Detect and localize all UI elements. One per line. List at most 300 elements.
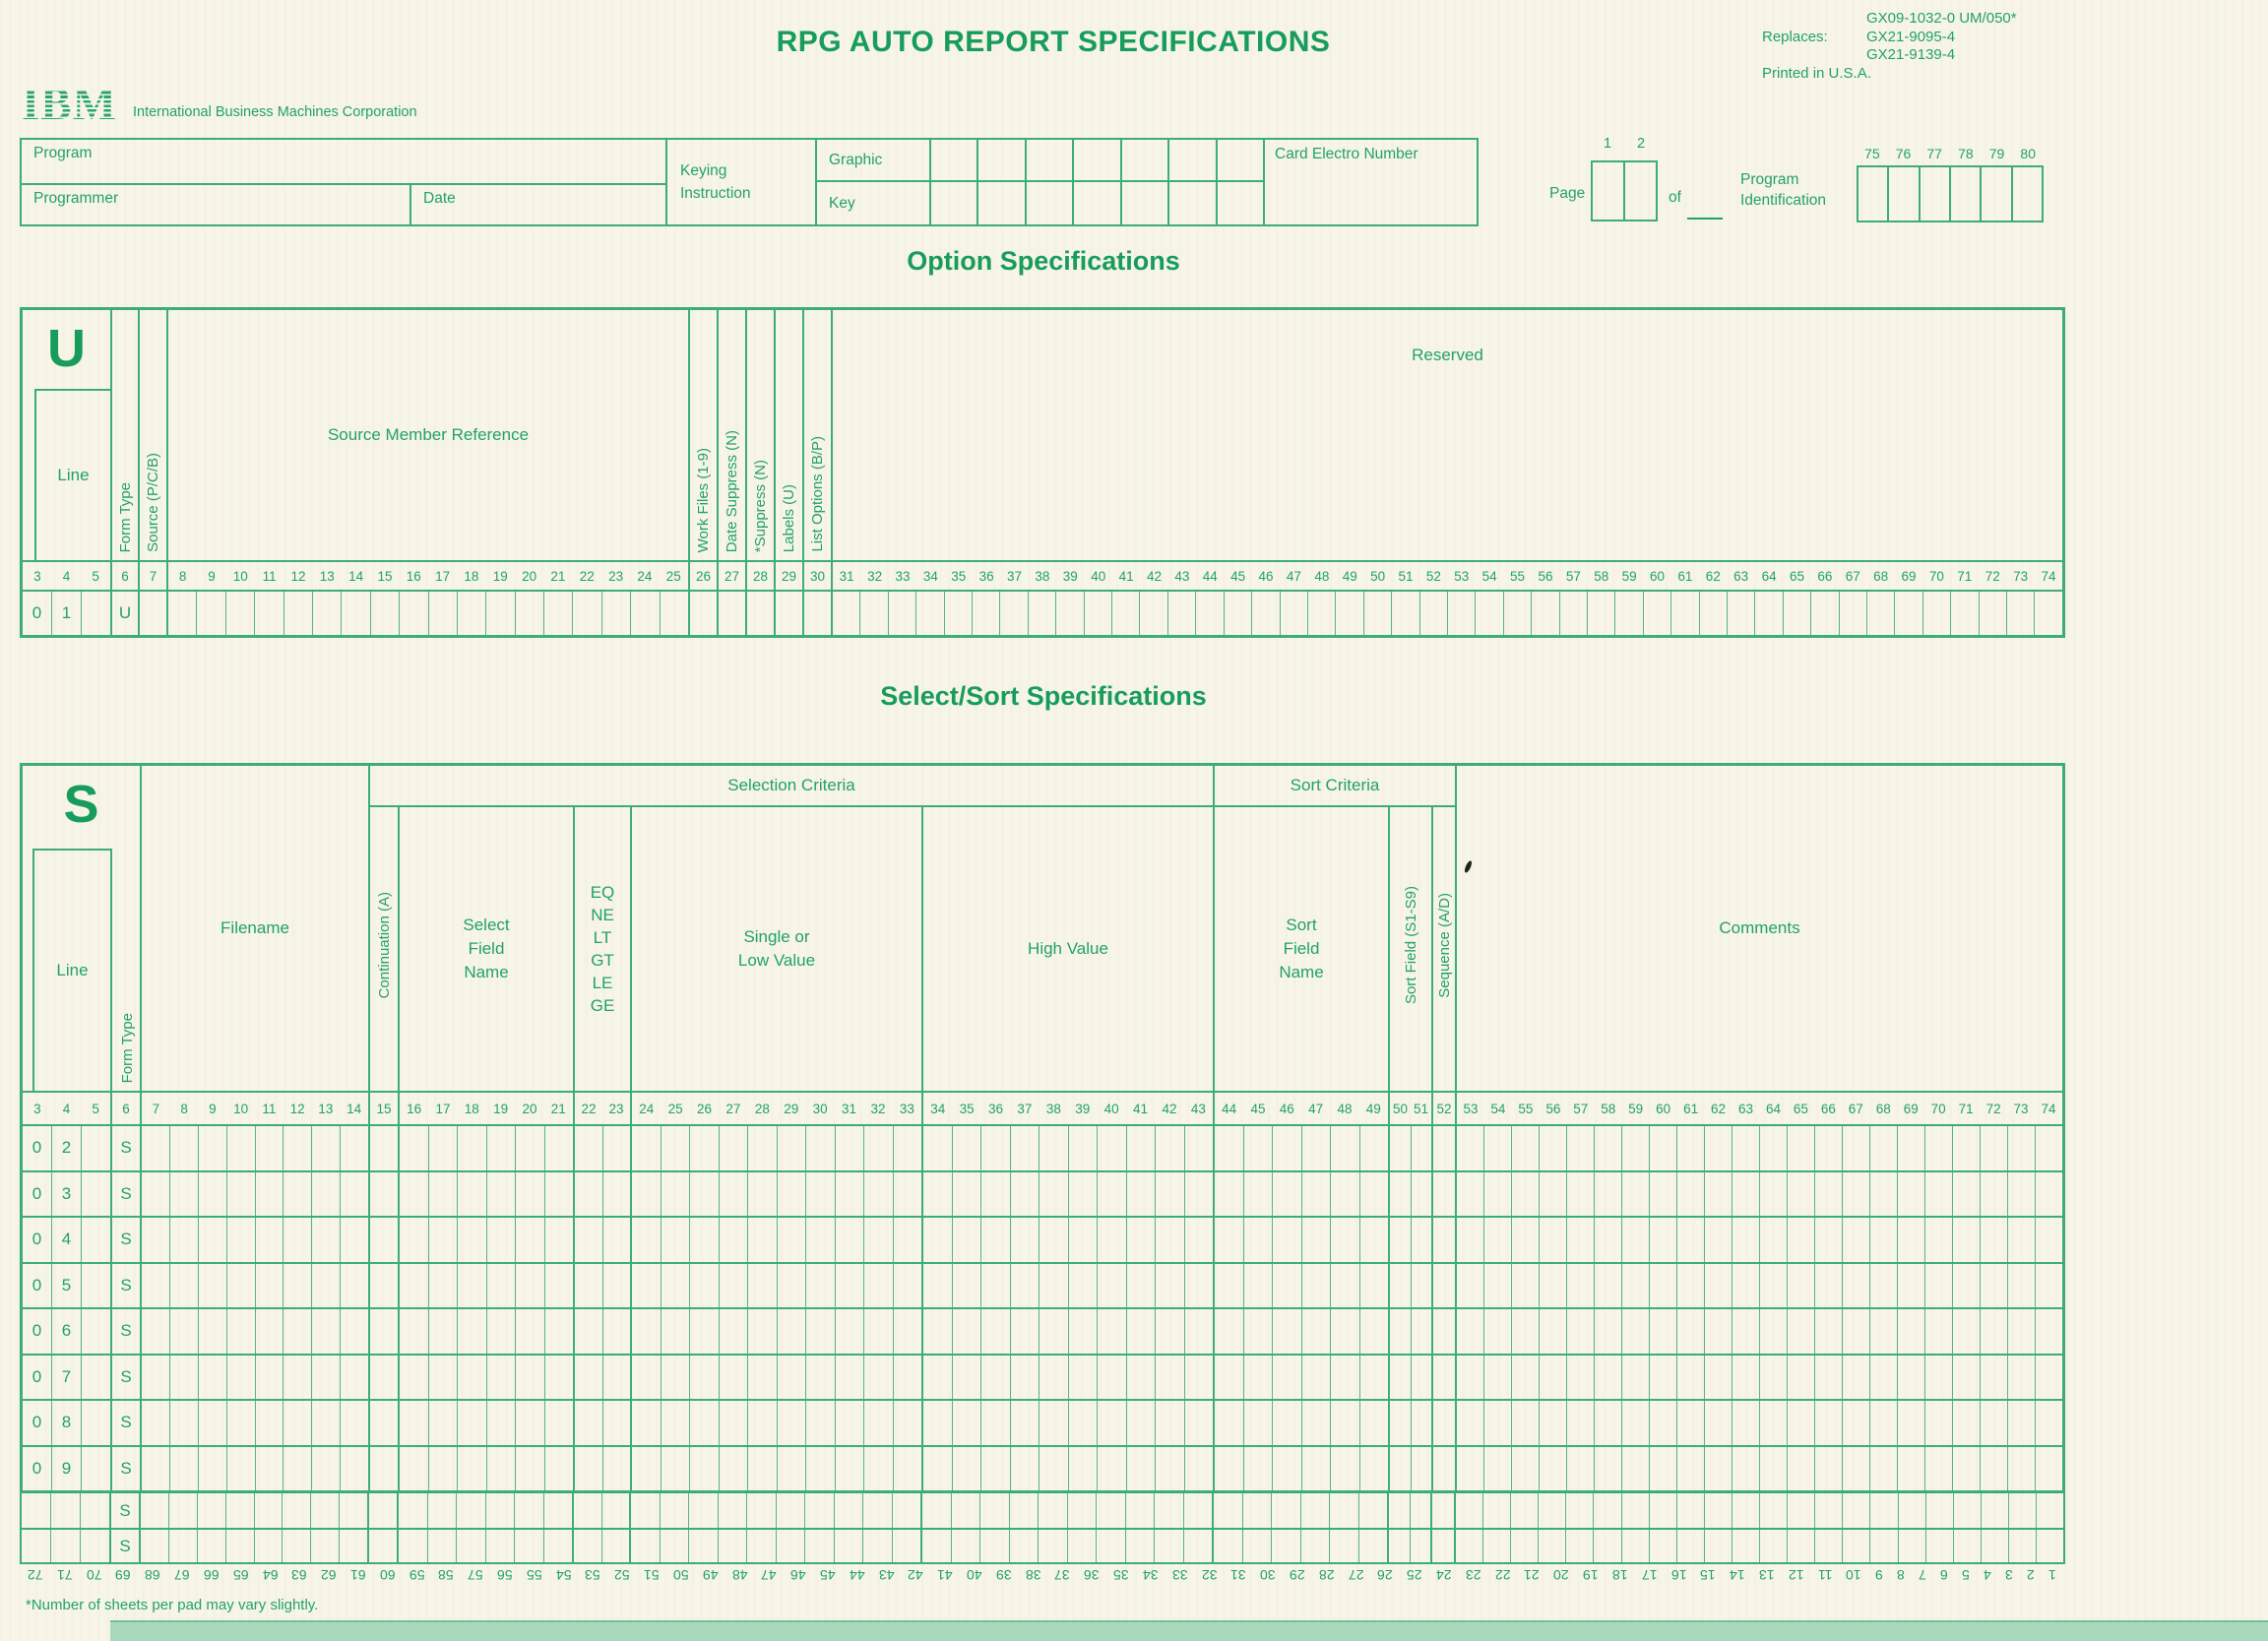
replaces-number-2: GX21-9139-4 — [1866, 46, 1956, 63]
grid-cell — [1419, 592, 1447, 635]
grid-cell — [1411, 1264, 1432, 1308]
grid-cell — [486, 1447, 516, 1491]
grid-cell — [1457, 1447, 1483, 1491]
grid-cell — [1389, 1530, 1410, 1562]
grid-cell — [427, 1530, 457, 1562]
grid-cell — [142, 1447, 169, 1491]
flipped-column-number: 49 — [702, 1567, 719, 1583]
grid-cell — [1842, 1264, 1869, 1308]
grid-cell — [747, 1356, 777, 1400]
flipped-column-number: 34 — [1142, 1567, 1159, 1583]
grid-cell — [226, 1218, 255, 1262]
grid-cell — [457, 1309, 486, 1354]
single-or-low-value-column: Single or Low Value — [630, 807, 921, 1091]
grid-cell — [719, 1309, 748, 1354]
grid-cell — [310, 1493, 339, 1528]
grid-cell — [805, 1264, 835, 1308]
grid-cell — [1787, 1356, 1814, 1400]
grid-cell — [1335, 592, 1362, 635]
flipped-column-number: 11 — [1817, 1567, 1833, 1583]
grid-cell — [255, 1172, 284, 1217]
grid-cell — [1359, 1264, 1389, 1308]
grid-cell — [689, 1218, 719, 1262]
grid-cell — [661, 1401, 690, 1445]
grid-cell — [1390, 1309, 1411, 1354]
flipped-column-number: 28 — [1318, 1567, 1335, 1583]
grid-cell — [1732, 1309, 1759, 1354]
grid-cell — [1126, 1218, 1156, 1262]
grid-cell — [1010, 1126, 1040, 1170]
grid-cell — [1950, 592, 1978, 635]
grid-cell — [1759, 1264, 1787, 1308]
form-type-letter-s: S — [63, 775, 99, 834]
grid-cell — [1924, 1356, 1952, 1400]
flipped-column-number: 26 — [1377, 1567, 1393, 1583]
grid-cell — [2008, 1493, 2036, 1528]
grid-cell — [1924, 1447, 1952, 1491]
grid-cell — [1676, 1530, 1704, 1562]
grid-cell — [1411, 1218, 1432, 1262]
grid-cell — [1924, 1218, 1952, 1262]
grid-cell — [1126, 1264, 1156, 1308]
grid-cell — [1126, 1172, 1156, 1217]
grid-cell — [952, 1126, 981, 1170]
grid-cell — [747, 1447, 777, 1491]
grid-cell — [1566, 1126, 1594, 1170]
grid-cell — [283, 1126, 311, 1170]
grid-cell — [544, 1447, 574, 1491]
grid-cell — [1457, 1218, 1483, 1262]
flipped-column-number: 50 — [672, 1567, 689, 1583]
grid-cell — [1649, 1264, 1676, 1308]
grid-cell — [777, 1356, 806, 1400]
grid-cell — [169, 1218, 198, 1262]
grid-cell — [1594, 1126, 1621, 1170]
grid-cell — [892, 1493, 921, 1528]
footnote: *Number of sheets per pad may vary slightly. — [26, 1597, 319, 1613]
grid-cell — [689, 1172, 719, 1217]
grid-cell — [311, 1126, 340, 1170]
flipped-column-number: 4 — [1984, 1567, 1992, 1583]
date-suppress-column: Date Suppress (N) 27 — [717, 310, 745, 635]
grid-cell — [1565, 1493, 1593, 1528]
select-row — [23, 1262, 2062, 1308]
flipped-column-number: 52 — [614, 1567, 630, 1583]
grid-cell — [1898, 1493, 1925, 1528]
column-number-row: 3 4 5 — [23, 560, 110, 590]
grid-cell — [1039, 1356, 1068, 1400]
grid-cell — [1952, 1447, 1980, 1491]
grid-cell — [1593, 1493, 1620, 1528]
form-type-value: S — [120, 1183, 132, 1203]
grid-cell — [341, 592, 369, 635]
programmer-label: Programmer — [22, 185, 411, 224]
grid-cell — [1433, 1172, 1455, 1217]
graphic-label: Graphic — [817, 140, 929, 182]
line-digit: 0 — [32, 1275, 42, 1294]
grid-cell — [1272, 1356, 1301, 1400]
grid-cell — [1869, 1264, 1897, 1308]
grid-cell — [631, 1493, 660, 1528]
grid-cell — [1483, 1172, 1511, 1217]
grid-cell — [1272, 1401, 1301, 1445]
grid-cell — [575, 1401, 602, 1445]
grid-cell — [1215, 1126, 1243, 1170]
grid-cell — [747, 592, 774, 635]
grid-cell — [1842, 1126, 1869, 1170]
grid-cell — [804, 1530, 834, 1562]
grid-cell — [1390, 1264, 1411, 1308]
grid-cell — [1155, 1356, 1184, 1400]
grid-cell — [1980, 1447, 2007, 1491]
grid-cell — [142, 1356, 169, 1400]
grid-cell — [1154, 1493, 1183, 1528]
grid-cell — [661, 1309, 690, 1354]
page-label: Page — [1549, 185, 1586, 202]
grid-cell — [457, 1356, 486, 1400]
grid-cell — [1898, 1530, 1925, 1562]
grid-cell — [226, 1309, 255, 1354]
flipped-column-number: 8 — [1897, 1567, 1905, 1583]
grid-cell — [225, 592, 254, 635]
grid-cell — [1814, 1126, 1842, 1170]
grid-cell — [1925, 1493, 1953, 1528]
grid-cell — [1411, 1401, 1432, 1445]
grid-cell — [1272, 1172, 1301, 1217]
form-number: GX09-1032-0 UM/050* — [1866, 10, 2017, 27]
grid-cell — [142, 1309, 169, 1354]
line-digit: 0 — [32, 603, 42, 622]
flipped-column-number: 30 — [1260, 1567, 1276, 1583]
grid-cell — [1301, 1447, 1331, 1491]
grid-cell — [255, 1126, 284, 1170]
grid-cell — [1010, 1218, 1040, 1262]
grid-cell — [1096, 1530, 1125, 1562]
grid-cell — [1814, 1172, 1842, 1217]
grid-cell — [515, 592, 543, 635]
grid-cell — [428, 592, 457, 635]
line-digit: 5 — [51, 1264, 81, 1308]
grid-cell — [1897, 1172, 1924, 1217]
grid-cell — [1981, 1530, 2008, 1562]
form-type-value: S — [120, 1458, 132, 1478]
flipped-column-number: 48 — [731, 1567, 748, 1583]
form-type-value: S — [120, 1275, 132, 1294]
grid-cell — [1359, 1172, 1389, 1217]
grid-cell — [283, 1447, 311, 1491]
grid-cell — [1732, 1218, 1759, 1262]
grid-cell — [457, 1172, 486, 1217]
grid-cell — [254, 592, 283, 635]
grid-cell — [1028, 592, 1055, 635]
grid-cell — [544, 1401, 574, 1445]
grid-cell — [602, 1447, 631, 1491]
grid-cell — [572, 592, 600, 635]
flipped-column-number: 22 — [1494, 1567, 1511, 1583]
grid-cell — [1922, 592, 1950, 635]
grid-cell — [370, 1218, 398, 1262]
page-boxes — [1591, 160, 1658, 221]
grid-cell — [1676, 1401, 1704, 1445]
page-column-numbers: 1 2 — [1603, 136, 1646, 152]
grid-cell — [630, 592, 659, 635]
flipped-column-number: 20 — [1553, 1567, 1569, 1583]
grid-cell — [776, 592, 802, 635]
grid-cell — [515, 1218, 544, 1262]
grid-cell — [168, 1530, 197, 1562]
of-label: of — [1669, 189, 1681, 206]
grid-cell — [1559, 592, 1587, 635]
grid-cell — [225, 1493, 254, 1528]
grid-cell — [1125, 1530, 1155, 1562]
grid-cell — [1390, 1356, 1411, 1400]
grid-cell — [1330, 1218, 1359, 1262]
grid-cell — [544, 1264, 574, 1308]
grid-cell — [2007, 1218, 2035, 1262]
grid-cell — [661, 1447, 690, 1491]
flipped-column-number: 58 — [438, 1567, 454, 1583]
grid-cell — [1272, 1126, 1301, 1170]
grid-cell — [1329, 1493, 1358, 1528]
grid-cell — [777, 1447, 806, 1491]
grid-cell — [1155, 1309, 1184, 1354]
grid-cell — [863, 1356, 893, 1400]
program-label: Program — [33, 145, 93, 161]
sort-criteria-label: Sort Criteria — [1213, 766, 1455, 807]
grid-cell — [1670, 592, 1698, 635]
flipped-column-number: 12 — [1788, 1567, 1804, 1583]
flipped-column-number: 59 — [409, 1567, 425, 1583]
grid-cell — [893, 1218, 922, 1262]
select-form-type-column: Form Type — [118, 1012, 136, 1083]
grid-cell — [340, 1309, 368, 1354]
grid-cell — [804, 1493, 834, 1528]
grid-cell — [1924, 1172, 1952, 1217]
grid-cell — [428, 1401, 458, 1445]
grid-cell — [1621, 1447, 1649, 1491]
grid-cell — [1456, 1530, 1482, 1562]
grid-cell — [805, 1447, 835, 1491]
grid-cell — [1704, 1493, 1732, 1528]
grid-cell — [2035, 1218, 2062, 1262]
line-digit: 7 — [51, 1356, 81, 1400]
program-identification-numbers — [1857, 146, 2044, 161]
grid-cell — [951, 1530, 980, 1562]
grid-cell — [2035, 1126, 2062, 1170]
grid-cell — [1358, 1493, 1388, 1528]
form-type-value: S — [119, 1536, 131, 1555]
line-digit: 8 — [51, 1401, 81, 1445]
grid-cell — [1814, 1447, 1842, 1491]
line-digit: 1 — [51, 592, 81, 635]
grid-cell — [1858, 167, 1887, 221]
grid-cell — [2007, 1447, 2035, 1491]
keying-instruction-box: Keying Instruction — [667, 140, 817, 224]
grid-cell — [1330, 1356, 1359, 1400]
grid-cell — [1842, 1309, 1869, 1354]
flipped-column-number: 55 — [526, 1567, 542, 1583]
grid-cell — [1814, 1493, 1842, 1528]
grid-cell — [1676, 1172, 1704, 1217]
grid-cell — [688, 1530, 718, 1562]
grid-cell — [370, 1309, 398, 1354]
grid-cell — [1195, 592, 1223, 635]
grid-cell — [863, 1126, 893, 1170]
grid-cell — [1732, 1493, 1759, 1528]
grid-cell — [255, 1218, 284, 1262]
grid-cell — [1410, 1530, 1431, 1562]
line-digit: 0 — [32, 1138, 42, 1158]
flipped-column-number: 29 — [1289, 1567, 1305, 1583]
grid-cell — [2007, 1309, 2035, 1354]
grid-cell — [718, 1493, 747, 1528]
grid-cell — [632, 1126, 661, 1170]
form-type-value: S — [120, 1366, 132, 1386]
grid-cell — [1214, 1493, 1242, 1528]
flipped-column-number: 70 — [86, 1567, 102, 1583]
grid-cell — [1594, 1447, 1621, 1491]
grid-cell — [544, 1126, 574, 1170]
grid-cell — [1621, 1218, 1649, 1262]
grid-cell — [1783, 592, 1810, 635]
grid-cell — [1704, 1218, 1732, 1262]
grid-cell — [1359, 1218, 1389, 1262]
grid-cell — [1953, 1493, 1981, 1528]
replaces-number-1: GX21-9095-4 — [1866, 28, 1956, 45]
grid-cell — [888, 592, 915, 635]
grid-cell — [515, 1356, 544, 1400]
grid-cell — [1539, 1401, 1566, 1445]
grid-cell — [1511, 1218, 1539, 1262]
grid-cell — [1621, 1264, 1649, 1308]
line-digit: 0 — [32, 1230, 42, 1249]
grid-cell — [835, 1309, 864, 1354]
grid-cell — [1842, 1493, 1869, 1528]
grid-cell — [1538, 1530, 1565, 1562]
grid-cell — [862, 1493, 892, 1528]
grid-cell — [1447, 592, 1475, 635]
grid-cell — [747, 1309, 777, 1354]
grid-cell — [1097, 1126, 1126, 1170]
grid-cell — [142, 1172, 169, 1217]
grid-cell — [747, 1264, 777, 1308]
grid-cell — [835, 1126, 864, 1170]
grid-cell — [805, 1126, 835, 1170]
line-digit — [81, 1218, 110, 1262]
grid-cell — [893, 1172, 922, 1217]
grid-cell — [428, 1172, 458, 1217]
grid-cell — [689, 1126, 719, 1170]
grid-cell — [1251, 592, 1279, 635]
grid-cell — [1482, 1530, 1510, 1562]
grid-cell — [1621, 1493, 1649, 1528]
grid-cell — [400, 1356, 428, 1400]
grid-cell — [1068, 1309, 1098, 1354]
flipped-column-number: 25 — [1407, 1567, 1422, 1583]
grid-cell — [835, 1264, 864, 1308]
grid-cell — [1503, 592, 1531, 635]
grid-cell — [198, 1401, 226, 1445]
grid-cell — [1358, 1530, 1388, 1562]
grid-cell — [1759, 1309, 1787, 1354]
grid-cell — [400, 1218, 428, 1262]
grid-cell — [1224, 592, 1251, 635]
grid-cell — [1433, 1126, 1455, 1170]
grid-cell — [1184, 1264, 1214, 1308]
grid-cell — [999, 592, 1027, 635]
grid-cell — [719, 1172, 748, 1217]
grid-cell — [575, 1218, 602, 1262]
grid-cell — [1952, 1264, 1980, 1308]
grid-cell — [1391, 592, 1418, 635]
grid-cell — [1457, 1172, 1483, 1217]
grid-cell — [339, 1493, 367, 1528]
grid-cell — [1126, 1447, 1156, 1491]
grid-cell — [1649, 1309, 1676, 1354]
grid-cell — [1897, 1309, 1924, 1354]
grid-cell — [922, 1530, 951, 1562]
grid-cell — [168, 1493, 197, 1528]
grid-cell — [719, 1447, 748, 1491]
grid-cell — [1980, 1264, 2007, 1308]
grid-cell — [311, 1309, 340, 1354]
grid-cell — [1539, 1172, 1566, 1217]
grid-cell — [1010, 1172, 1040, 1217]
flipped-column-number: 16 — [1670, 1567, 1687, 1583]
grid-cell — [1754, 592, 1782, 635]
grid-cell — [400, 1309, 428, 1354]
grid-cell — [1759, 1218, 1787, 1262]
grid-cell — [1330, 1309, 1359, 1354]
grid-cell — [1039, 1218, 1068, 1262]
grid-cell — [1039, 1447, 1068, 1491]
grid-cell — [399, 592, 427, 635]
filename-column: Filename — [140, 766, 368, 1091]
grid-cell — [1897, 1356, 1924, 1400]
grid-cell — [369, 1493, 397, 1528]
flipped-column-number: 24 — [1436, 1567, 1452, 1583]
grid-cell — [197, 1493, 225, 1528]
grid-cell — [661, 1126, 690, 1170]
grid-cell — [428, 1447, 458, 1491]
grid-cell — [632, 1309, 661, 1354]
grid-cell — [1614, 592, 1642, 635]
grid-cell — [1010, 1264, 1040, 1308]
flipped-column-number: 72 — [28, 1567, 43, 1583]
grid-cell — [1097, 1218, 1126, 1262]
grid-cell — [923, 1126, 952, 1170]
grid-cell — [1594, 1309, 1621, 1354]
line-digit: 0 — [32, 1183, 42, 1203]
grid-cell — [485, 592, 514, 635]
grid-cell — [428, 1264, 458, 1308]
grid-cell — [1587, 592, 1614, 635]
grid-cell — [1787, 1530, 1814, 1562]
grid-cell — [1649, 1218, 1676, 1262]
grid-cell — [1649, 1493, 1676, 1528]
option-spec-table — [20, 307, 2065, 638]
grid-cell — [661, 1264, 690, 1308]
list-options-column: List Options (B/P) 30 — [802, 310, 831, 635]
select-row — [23, 1354, 2062, 1400]
grid-cell — [1483, 1264, 1511, 1308]
grid-cell — [400, 1401, 428, 1445]
grid-cell — [369, 1530, 397, 1562]
grid-cell — [1483, 1218, 1511, 1262]
grid-cell — [980, 1447, 1010, 1491]
grid-cell — [689, 1447, 719, 1491]
grid-cell — [1566, 1356, 1594, 1400]
